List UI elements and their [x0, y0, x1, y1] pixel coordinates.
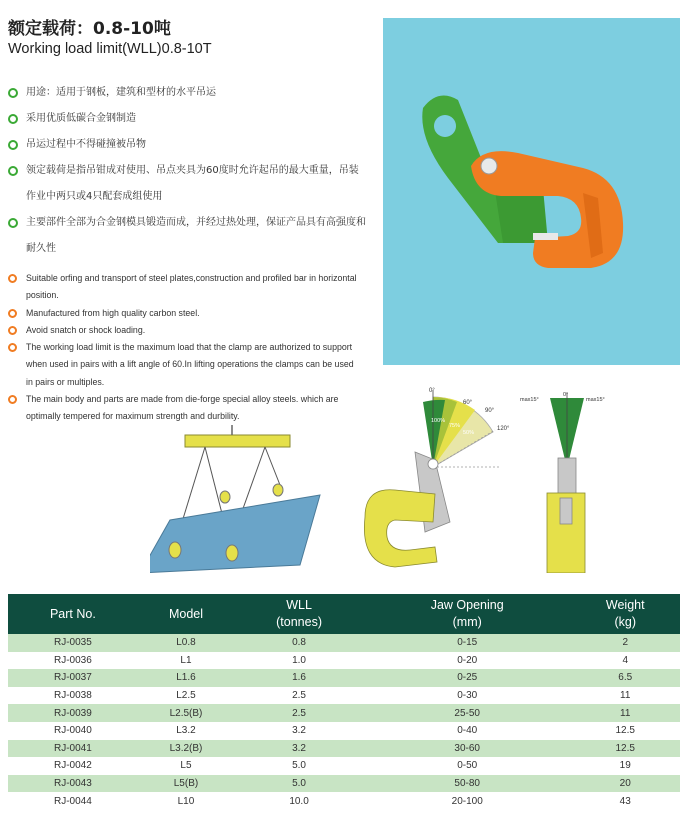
table-row: RJ-0044 L10 10.0 20-100 43 — [8, 792, 680, 810]
header-part-no: Part No. — [8, 594, 138, 634]
feature-item-cn: 用途：适用于钢板，建筑和型材的水平吊运 — [8, 80, 368, 106]
circle-bullet-icon — [8, 343, 17, 352]
side-angle-diagram — [520, 388, 630, 573]
percent-label: 100% — [431, 418, 446, 424]
angle-label: 0° — [563, 392, 569, 398]
feature-list-cn — [8, 80, 368, 262]
feature-item-en: Suitable orfing and transport of steel plates,construction and profiled bar in horizontal position. — [8, 270, 358, 305]
feature-item-cn: 主要部件全部为合金钢模具锻造而成，并经过热处理，保证产品具有高强度和耐久性 — [8, 210, 368, 262]
table-row: RJ-0036 L1 1.0 0-20 4 — [8, 652, 680, 670]
feature-item-cn: 领定载荷是指吊钳成对使用、吊点夹具为60度时允许起吊的最大重量，吊装作业中两只或4只配套成组使用 — [8, 158, 368, 210]
table-row: RJ-0038 L2.5 2.5 0-30 11 — [8, 687, 680, 705]
table-row: RJ-0035 L0.8 0.8 0-15 2 — [8, 634, 680, 652]
product-photo — [383, 18, 680, 365]
table-header-row — [8, 594, 680, 634]
feature-item-en: The main body and parts are made from die-forge special alloy steels. which are optimally tempered for maximum strength and durbility. — [8, 391, 358, 426]
feature-item-cn: 采用优质低碳合金钢制造 — [8, 106, 368, 132]
page-title-en: Working load limit(WLL)0.8-10T — [8, 41, 212, 57]
feature-item-en: Avoid snatch or shock loading. — [8, 322, 358, 339]
circle-bullet-icon — [8, 166, 18, 176]
header-model: Model — [138, 594, 234, 634]
angle-label: 0° — [429, 388, 435, 394]
feature-item-en: Manufactured from high quality carbon steel. — [8, 305, 358, 322]
table-row: RJ-0041 L3.2(B) 3.2 30-60 12.5 — [8, 740, 680, 758]
circle-bullet-icon — [8, 114, 18, 124]
plate-lifting-diagram — [150, 425, 340, 575]
circle-bullet-icon — [8, 140, 18, 150]
table-row: RJ-0042 L5 5.0 0-50 19 — [8, 757, 680, 775]
feature-item-cn: 吊运过程中不得碰撞被吊物 — [8, 132, 368, 158]
feature-list-en — [8, 270, 358, 426]
header-wll: WLL (tonnes) — [234, 594, 364, 634]
table-row: RJ-0039 L2.5(B) 2.5 25-50 11 — [8, 704, 680, 722]
angle-label: 90° — [485, 408, 495, 414]
clamp-photo-illustration — [383, 18, 680, 365]
angle-label: 60° — [463, 400, 473, 406]
percent-label: 50% — [463, 430, 475, 436]
circle-bullet-icon — [8, 88, 18, 98]
circle-bullet-icon — [8, 326, 17, 335]
table-row: RJ-0040 L3.2 3.2 0-40 12.5 — [8, 722, 680, 740]
angle-load-diagram — [355, 382, 515, 577]
circle-bullet-icon — [8, 309, 17, 318]
feature-item-en: The working load limit is the maximum load that the clamp are authorized to support when used in pairs with a lift angle of 60.In lifting operations the clamps can be used in pairs or multiples. — [8, 339, 358, 391]
circle-bullet-icon — [8, 395, 17, 404]
spec-table — [8, 594, 680, 810]
page-title-cn: 额定载荷：0.8-10吨 — [8, 19, 171, 39]
percent-label: 75% — [449, 423, 461, 429]
header-jaw-opening: Jaw Opening (mm) — [364, 594, 571, 634]
table-row: RJ-0037 L1.6 1.6 0-25 6.5 — [8, 669, 680, 687]
angle-label: 120° — [497, 426, 510, 432]
circle-bullet-icon — [8, 218, 18, 228]
table-row: RJ-0043 L5(B) 5.0 50-80 20 — [8, 775, 680, 793]
circle-bullet-icon — [8, 274, 17, 283]
header-weight: Weight (kg) — [570, 594, 680, 634]
angle-label: max15° — [520, 397, 539, 403]
angle-label: max15° — [586, 397, 605, 403]
